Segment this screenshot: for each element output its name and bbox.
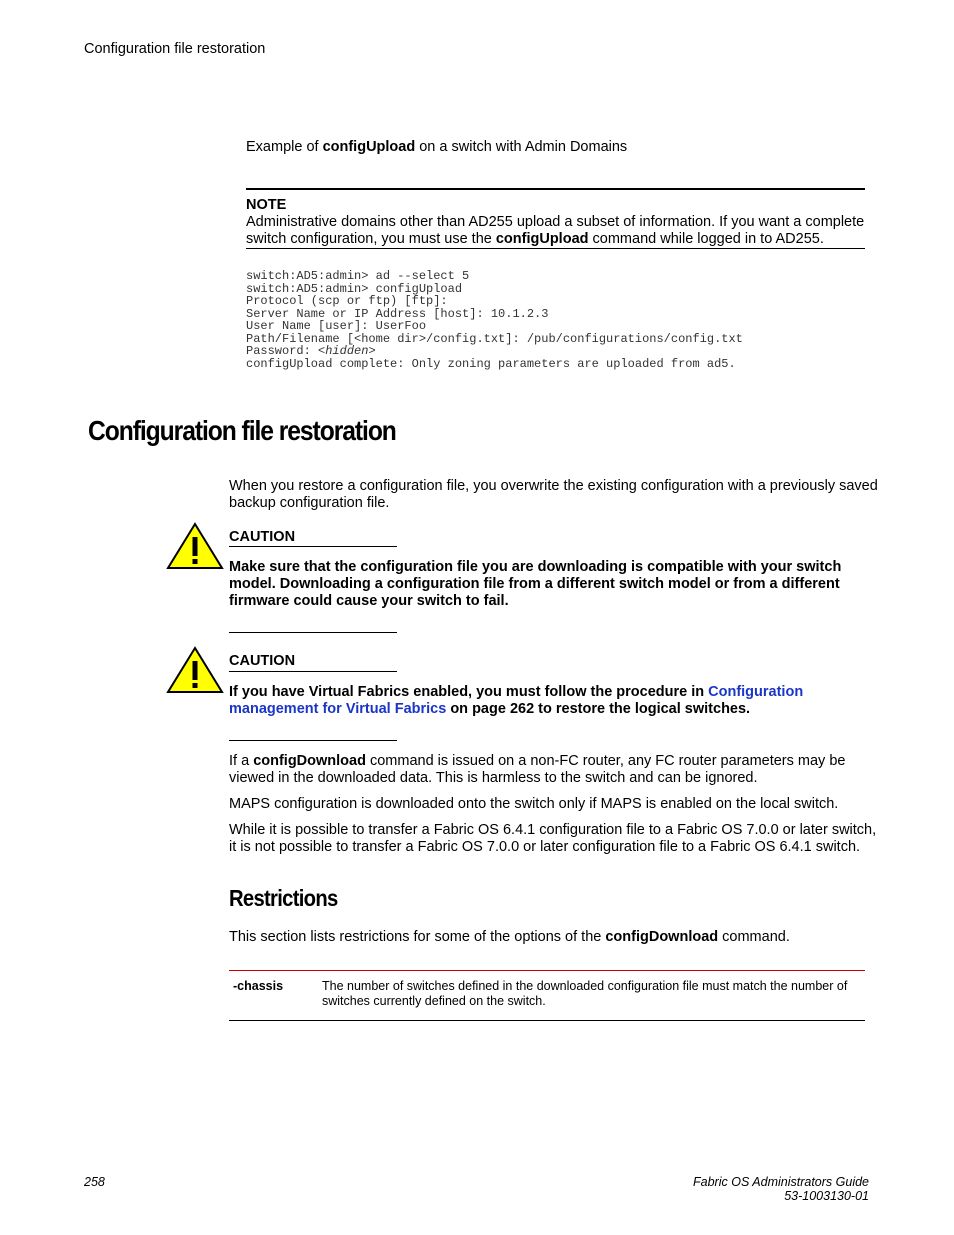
caution-label-text: CAUTION [229, 653, 296, 669]
p1-command: configDownload [253, 753, 366, 769]
running-header: Configuration file restoration [84, 41, 266, 57]
note-line2-suffix: command while logged in to AD255. [588, 231, 824, 247]
restrictions-intro [229, 929, 790, 946]
code-password-suffix: > [368, 344, 376, 358]
restrictions-intro-command: configDownload [605, 929, 719, 945]
warning-triangle-icon [166, 522, 224, 570]
p1-line-2: viewed in the downloaded data. This is harmless to the switch and can be ignored. [229, 770, 758, 786]
paragraph-config-download [229, 753, 845, 787]
restrictions-title: Restrictions [229, 885, 338, 911]
caution-2-suffix: on page 262 to restore the logical switches. [446, 701, 751, 717]
p3-line-2: it is not possible to transfer a Fabric OS 7.0.0 or later configuration file to a Fabric OS 6.4.1 switch. [229, 839, 861, 855]
code-password-prefix: Password: < [246, 344, 326, 358]
footer-doc-info [693, 1175, 869, 1203]
code-block [246, 270, 743, 370]
p3-line-1: While it is possible to transfer a Fabric OS 6.4.1 configuration file to a Fabric OS 7.0.0 or later switch, [229, 822, 877, 838]
example-caption [246, 139, 627, 156]
restrictions-intro-suffix: command. [718, 929, 790, 945]
intro-line-2: backup configuration file. [229, 495, 390, 511]
note-top-rule [246, 188, 865, 190]
note-line-2 [246, 231, 864, 248]
caution-1-line: firmware could cause your switch to fail. [229, 593, 509, 609]
table-desc-line: switches currently defined on the switch. [322, 994, 546, 1008]
caution-2-label-rule [229, 671, 397, 672]
table-description-cell [322, 979, 847, 1009]
paragraph-maps: MAPS configuration is downloaded onto the switch only if MAPS is enabled on the local switch. [229, 796, 839, 812]
caution-1-line: Make sure that the configuration file you are downloading is compatible with your switch [229, 559, 842, 575]
caution-1-label [229, 529, 295, 546]
code-line-password [246, 345, 743, 358]
code-line: Path/Filename [<home dir>/config.txt]: /pub/configurations/config.txt [246, 331, 743, 346]
paragraph-fabric-os [229, 822, 876, 856]
code-line: User Name [user]: UserFoo [246, 319, 427, 333]
table-bottom-rule [229, 1020, 865, 1021]
example-prefix: Example of [246, 139, 323, 155]
p1-suffix: command is issued on a non-FC router, any FC router parameters may be [365, 753, 846, 769]
code-line: switch:AD5:admin> configUpload [246, 281, 463, 296]
note-block [246, 197, 864, 248]
p1-prefix: If a [229, 753, 254, 769]
code-line: Protocol (scp or ftp) [ftp]: [246, 294, 448, 308]
code-line: configUpload complete: Only zoning parameters are uploaded from ad5. [246, 356, 736, 371]
caution-2-end-rule [229, 740, 397, 741]
caution-2-text [229, 684, 803, 718]
section-title: Configuration file restoration [88, 415, 396, 446]
code-line: switch:AD5:admin> ad --select 5 [246, 269, 470, 283]
note-line2-prefix: switch configuration, you must use the [246, 231, 496, 247]
table-top-rule [229, 970, 865, 971]
note-label: NOTE [246, 197, 287, 213]
virtual-fabrics-link[interactable]: Configuration [708, 684, 804, 700]
caution-1-line: model. Downloading a configuration file from a different switch model or from a different [229, 576, 840, 592]
example-command: configUpload [322, 139, 416, 155]
code-password-value: hidden [325, 344, 369, 358]
footer-doc-title: Fabric OS Administrators Guide [693, 1175, 869, 1189]
table-desc-line: The number of switches defined in the downloaded configuration file must match the number of [322, 979, 848, 993]
intro-line-1: When you restore a configuration file, you overwrite the existing configuration with a previously saved [229, 478, 878, 494]
caution-2-prefix: If you have Virtual Fabrics enabled, you must follow the procedure in [229, 684, 709, 700]
caution-1-text [229, 559, 841, 610]
restrictions-intro-prefix: This section lists restrictions for some of the options of the [229, 929, 606, 945]
note-command: configUpload [495, 231, 589, 247]
caution-label-text: CAUTION [229, 529, 296, 545]
caution-1-end-rule [229, 632, 397, 633]
example-suffix: on a switch with Admin Domains [415, 139, 628, 155]
footer-doc-number: 53-1003130-01 [784, 1189, 869, 1203]
section-intro [229, 478, 878, 512]
note-line-1: Administrative domains other than AD255 upload a subset of information. If you want a complete [246, 214, 865, 230]
caution-2-line-1 [229, 684, 803, 701]
table-option-cell: -chassis [233, 979, 284, 993]
note-bottom-rule [246, 248, 865, 249]
warning-triangle-icon [166, 646, 224, 694]
page-number: 258 [84, 1175, 105, 1189]
virtual-fabrics-link-cont[interactable]: management for Virtual Fabrics [229, 701, 447, 717]
code-line: Server Name or IP Address [host]: 10.1.2.3 [246, 306, 549, 321]
p1-line-1 [229, 753, 845, 770]
caution-2-label [229, 653, 295, 670]
caution-2-line-2 [229, 701, 803, 718]
caution-1-label-rule [229, 546, 397, 547]
